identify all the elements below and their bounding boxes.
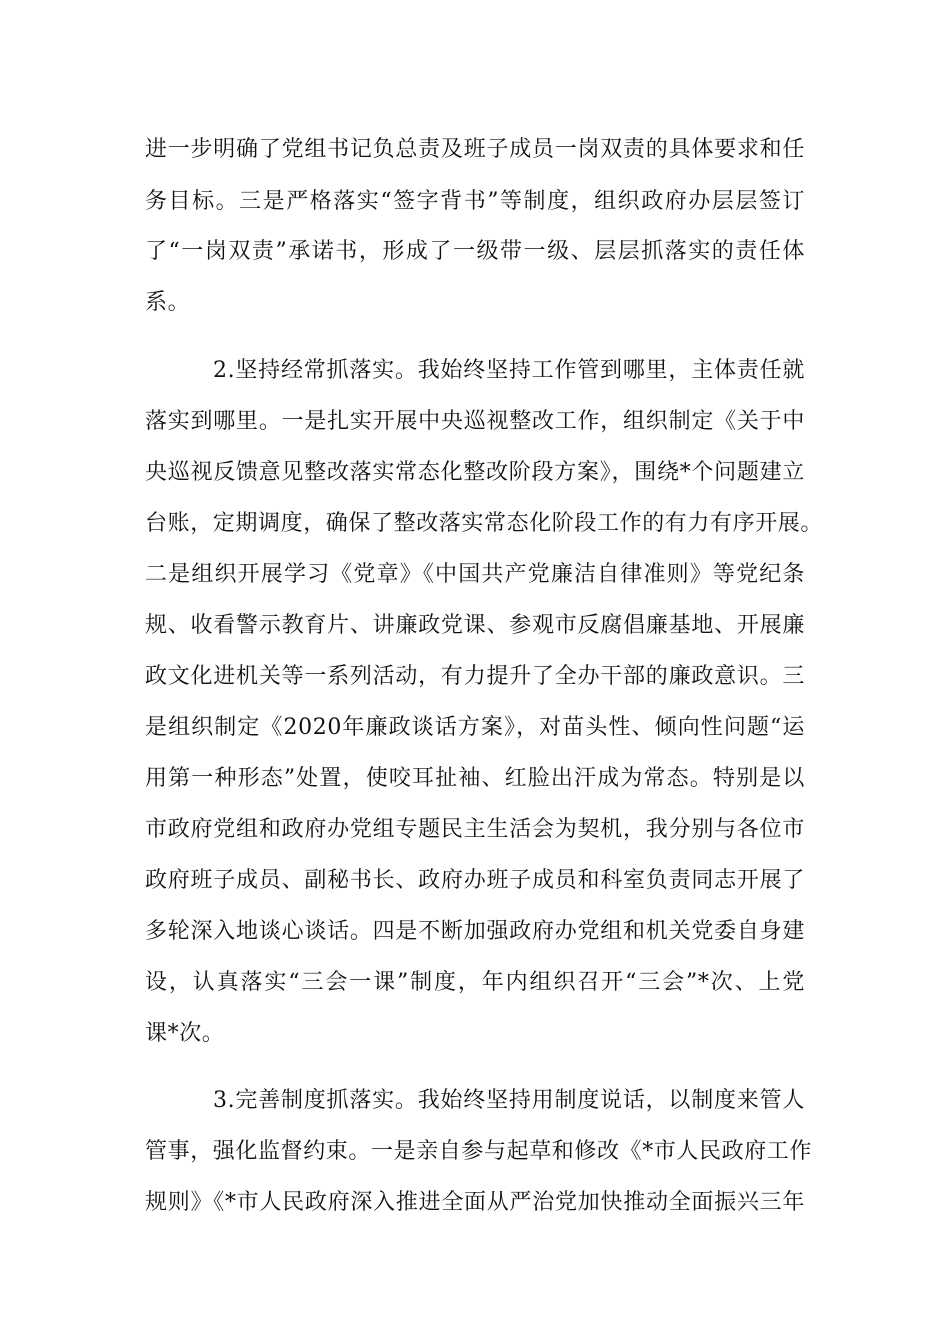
paragraph-1-line-3: 了“一岗双责”承诺书，形成了一级带一级、层层抓落实的责任体 [145,239,805,264]
paragraph-2-line-2: 落实到哪里。一是扎实开展中央巡视整改工作，组织制定《关于中 [145,409,805,434]
paragraph-2-line-9: 用第一种形态”处置，使咬耳扯袖、红脸出汗成为常态。特别是以 [145,766,805,791]
paragraph-2-line-5: 二是组织开展学习《党章》《中国共产党廉洁自律准则》等党纪条 [145,562,805,587]
paragraph-1-line-1: 进一步明确了党组书记负总责及班子成员一岗双责的具体要求和任 [145,137,805,162]
paragraph-1-line-4: 系。 [145,290,191,315]
paragraph-2-line-1: 2.坚持经常抓落实。我始终坚持工作管到哪里，主体责任就 [213,358,805,383]
paragraph-2-line-10: 市政府党组和政府办党组专题民主生活会为契机，我分别与各位市 [145,817,805,842]
paragraph-3-line-2: 管事，强化监督约束。一是亲自参与起草和修改《*市人民政府工作 [145,1139,813,1164]
paragraph-2-line-14: 课*次。 [145,1021,225,1046]
paragraph-1-line-2: 务目标。三是严格落实“签字背书”等制度，组织政府办层层签订 [145,189,805,214]
paragraph-2-line-4: 台账，定期调度，确保了整改落实常态化阶段工作的有力有序开展。 [145,511,824,536]
paragraph-2-line-12: 多轮深入地谈心谈话。四是不断加强政府办党组和机关党委自身建 [145,919,805,944]
paragraph-2-line-11: 政府班子成员、副秘书长、政府办班子成员和科室负责同志开展了 [145,868,805,893]
paragraph-3-line-3: 规则》《*市人民政府深入推进全面从严治党加快推动全面振兴三年 [145,1190,805,1215]
paragraph-3-line-1: 3.完善制度抓落实。我始终坚持用制度说话，以制度来管人 [213,1088,805,1113]
paragraph-2-line-8: 是组织制定《2020年廉政谈话方案》，对苗头性、倾向性问题“运 [145,715,805,740]
paragraph-2-line-3: 央巡视反馈意见整改落实常态化整改阶段方案》，围绕*个问题建立 [145,460,805,485]
paragraph-2-line-6: 规、收看警示教育片、讲廉政党课、参观市反腐倡廉基地、开展廉 [145,613,805,638]
paragraph-2-line-7: 政文化进机关等一系列活动，有力提升了全办干部的廉政意识。三 [145,664,805,689]
paragraph-2-line-13: 设，认真落实“三会一课”制度，年内组织召开“三会”*次、上党 [145,970,805,995]
